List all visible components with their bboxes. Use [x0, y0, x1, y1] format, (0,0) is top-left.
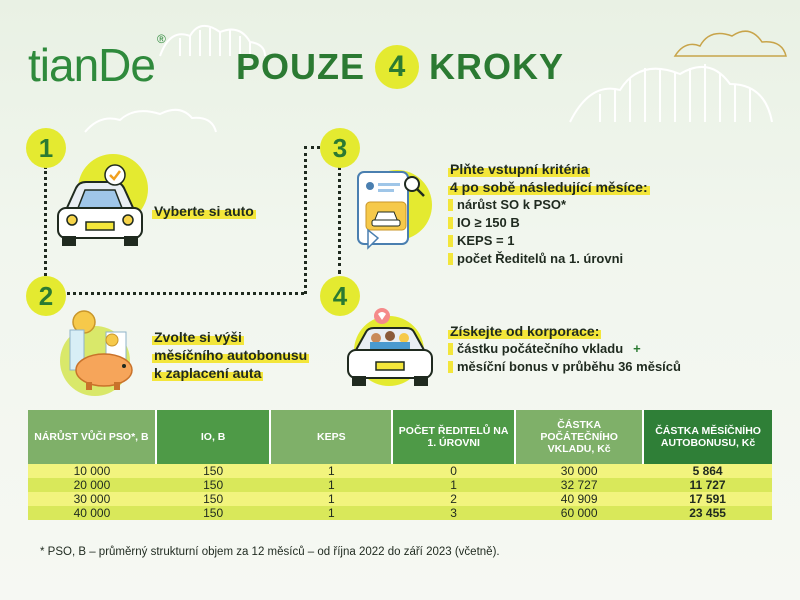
list-item: [448, 214, 748, 232]
checkmark-icon: [104, 164, 126, 186]
table-cell: 40 909: [515, 492, 643, 506]
list-item: [448, 196, 748, 214]
criteria-item-label: KEPS = 1: [457, 233, 515, 248]
path-divider: [338, 166, 341, 274]
criteria-item-label: nárůst SO k PSO*: [457, 197, 567, 212]
cloud-icon: [80, 104, 220, 134]
step-2-text: [152, 328, 309, 382]
table-cell: 40 000: [28, 506, 156, 520]
benefit-item-label: měsíční bonus v průběhu 36 měsíců: [457, 359, 681, 374]
step-3-heading-2: 4 po sobě následující měsíce:: [450, 179, 648, 195]
column-header: POČET ŘEDITELŮ NA 1. ÚROVNI: [392, 410, 515, 464]
table-cell: 1: [392, 478, 515, 492]
table-cell: 10 000: [28, 464, 156, 478]
step-2-line-1: Zvolte si výši: [154, 329, 242, 345]
table-cell: 30 000: [28, 492, 156, 506]
column-header: IO, B: [156, 410, 271, 464]
benefit-item-label: částku počátečního vkladu: [457, 341, 624, 356]
table-cell: 150: [156, 464, 271, 478]
criteria-item-label: IO ≥ 150 B: [457, 215, 520, 230]
column-header: ČÁSTKA MĚSÍČNÍHO AUTOBONUSU, Kč: [643, 410, 772, 464]
cloud-icon: [560, 54, 780, 124]
step-2-badge: 2: [26, 276, 66, 316]
table-cell: 17 591: [643, 492, 772, 506]
step-4-heading: Získejte od korporace:: [450, 323, 600, 339]
table-cell: 60 000: [515, 506, 643, 520]
step-3-heading-1: Plňte vstupní kritéria: [450, 161, 589, 177]
footnote: * PSO, B – průměrný strukturní objem za 12 měsíců – od října 2022 do září 2023 (včetně).: [40, 546, 500, 558]
piggy-bank-icon: [56, 308, 142, 392]
logo-registered-mark: ®: [156, 32, 165, 46]
table-cell: 32 727: [515, 478, 643, 492]
brand-logo: [28, 32, 165, 92]
table-cell: 30 000: [515, 464, 643, 478]
column-header: KEPS: [270, 410, 392, 464]
people-car-icon: [340, 306, 436, 392]
table-cell: 1: [270, 478, 392, 492]
step-4-text: [448, 322, 768, 376]
table-cell: 5 864: [643, 464, 772, 478]
table-cell: 2: [392, 492, 515, 506]
step-1-text: [152, 202, 256, 220]
column-header: NÁRŮST VŮČI PSO*, B: [28, 410, 156, 464]
page-title: [236, 42, 564, 92]
list-item: [448, 250, 748, 268]
column-header: ČÁSTKA POČÁTEČNÍHO VKLADU, Kč: [515, 410, 643, 464]
car-icon: [52, 170, 148, 250]
table-cell: 23 455: [643, 506, 772, 520]
step-1-label: Vyberte si auto: [154, 203, 254, 219]
plus-sign: +: [633, 341, 641, 356]
title-number-badge: 4: [375, 45, 419, 89]
table-header-row: [28, 410, 772, 464]
table-cell: 20 000: [28, 478, 156, 492]
criteria-item-label: počet Ředitelů na 1. úrovni: [457, 251, 624, 266]
list-item: [448, 340, 768, 358]
step-1-badge: 1: [26, 128, 66, 168]
table-row: [28, 492, 772, 506]
table-row: [28, 464, 772, 478]
path-divider: [304, 146, 307, 294]
table-cell: 1: [270, 506, 392, 520]
step-2-line-3: k zaplacení auta: [154, 365, 262, 381]
step-3-text: [448, 160, 748, 268]
table-cell: 1: [270, 464, 392, 478]
step-3-criteria-list: [448, 196, 748, 268]
table-cell: 1: [270, 492, 392, 506]
table-cell: 0: [392, 464, 515, 478]
list-item: [448, 232, 748, 250]
step-4-benefits-list: [448, 340, 768, 376]
path-divider: [44, 166, 47, 276]
list-item: [448, 358, 768, 376]
table-row: [28, 506, 772, 520]
table-cell: 3: [392, 506, 515, 520]
table-cell: 150: [156, 492, 271, 506]
step-4-badge: 4: [320, 276, 360, 316]
title-word-before: POUZE: [236, 46, 366, 87]
table-cell: 11 727: [643, 478, 772, 492]
title-word-after: KROKY: [429, 46, 565, 87]
table-cell: 150: [156, 506, 271, 520]
search-icon: [402, 174, 426, 198]
path-divider: [60, 292, 304, 295]
path-divider: [304, 146, 320, 149]
step-3-badge: 3: [320, 128, 360, 168]
table-cell: 150: [156, 478, 271, 492]
logo-text: tianDe: [28, 39, 155, 91]
bonus-table: [28, 410, 772, 520]
table-row: [28, 478, 772, 492]
step-2-line-2: měsíčního autobonusu: [154, 347, 308, 363]
